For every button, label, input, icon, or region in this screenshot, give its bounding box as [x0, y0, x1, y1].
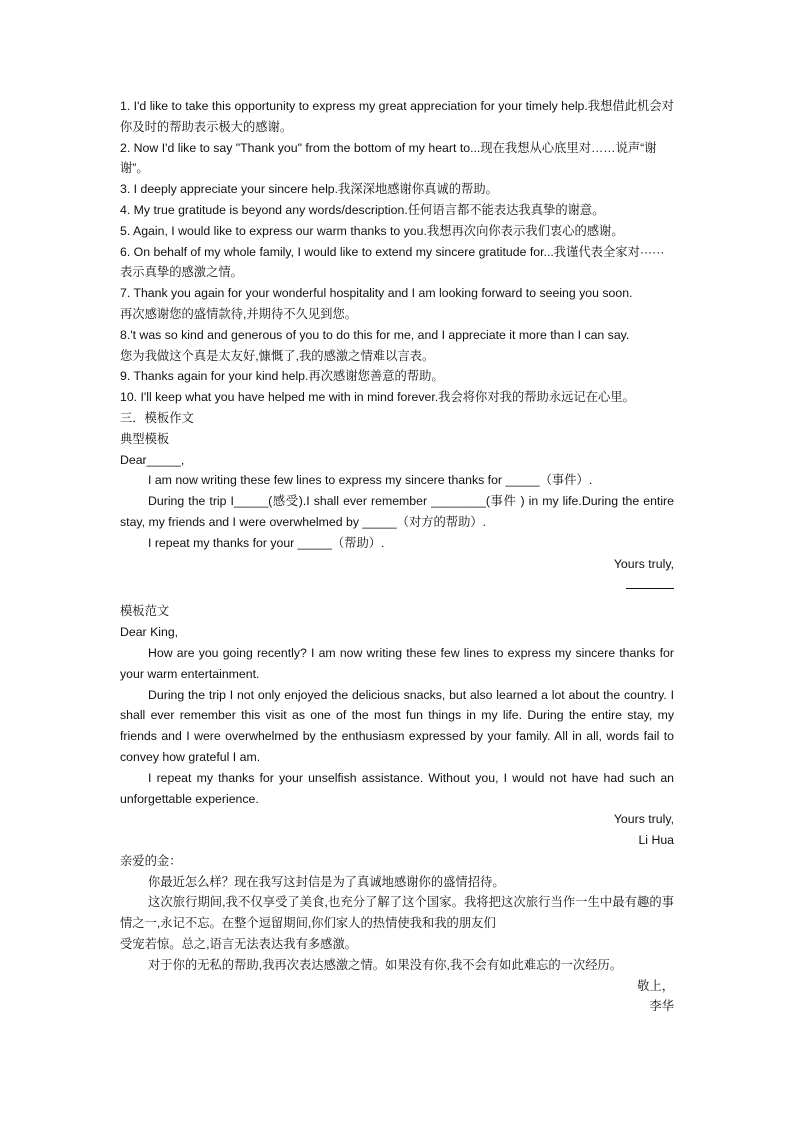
sample-paragraph: How are you going recently? I am now writing these few lines to express my sincere thanks for your warm entertainment.: [120, 645, 674, 681]
translation-closing: 敬上，: [637, 978, 674, 993]
template-paragraph: During the trip I_____(感受).I shall ever remember ________(事件 ) in my life.During the entire stay, my friends and I were overwhelmed by _____（对方的帮助）.: [120, 494, 674, 529]
translation-paragraph: 这次旅行期间,我不仅享受了美食,也充分了解了这个国家。我将把这次旅行当作一生中最有趣的事情之一,永记不忘。在整个逗留期间,你们家人的热情使我和我的朋友们: [120, 895, 674, 931]
template-closing: Yours truly,: [613, 556, 674, 571]
phrase-item: 再次感谢您的盛情款待,并期待不久见到您。: [120, 306, 358, 321]
translation-paragraph-continued: 受宠若惊。总之,语言无法表达我有多感激。: [120, 937, 358, 952]
sample-paragraph: I repeat my thanks for your unselfish assistance. Without you, I would not have had such an unforgettable experience.: [120, 770, 674, 806]
document-body: [120, 96, 674, 1017]
phrase-item: 2. Now I'd like to say "Thank you" from the bottom of my heart to...现在我想从心底里对……说声“谢谢”。: [120, 140, 657, 176]
template-paragraph: I repeat my thanks for your _____（帮助）.: [148, 535, 385, 550]
template-salutation: Dear_____,: [120, 452, 185, 467]
translation-signature: 李华: [649, 999, 674, 1014]
translation-salutation: 亲爱的金：: [120, 853, 182, 868]
phrase-item: 3. I deeply appreciate your sincere help.我深深地感谢你真诚的帮助。: [120, 182, 498, 197]
template-heading: 典型模板: [120, 431, 170, 446]
phrase-item: 您为我做这个真是太友好,慷慨了,我的感激之情难以言表。: [120, 348, 435, 363]
template-paragraph: I am now writing these few lines to express my sincere thanks for _____（事件）.: [148, 473, 593, 488]
sample-salutation: Dear King,: [120, 625, 179, 640]
phrase-item: 5. Again, I would like to express our warm thanks to you.我想再次向你表示我们衷心的感谢。: [120, 223, 624, 238]
sample-letter: [120, 601, 674, 851]
sample-paragraph: During the trip I not only enjoyed the delicious snacks, but also learned a lot about the country. I shall ever remember this visit as one of the most fun things in my life. During the entire stay, my friends and I were overwhelmed by the enthusiasm expressed by your family. All in all, words fail to convey how grateful I am.: [120, 687, 674, 764]
spacer: [120, 589, 674, 601]
phrase-item: 8.'t was so kind and generous of you to do this for me, and I appreciate it more than I can say.: [120, 327, 630, 342]
phrase-item: 4. My true gratitude is beyond any words/description.任何语言都不能表达我真挚的谢意。: [120, 202, 605, 217]
sample-closing: Yours truly,: [613, 812, 674, 827]
sample-signature: Li Hua: [638, 833, 674, 848]
translation-paragraph: 对于你的无私的帮助,我再次表达感激之情。如果没有你,我不会有如此难忘的一次经历。: [148, 957, 623, 972]
signature-blank-line: [626, 574, 674, 589]
translation-paragraph: 你最近怎么样？现在我写这封信是为了真诚地感谢你的盛情招待。: [148, 874, 505, 889]
phrase-item: 6. On behalf of my whole family, I would like to extend my sincere gratitude for...我谨代表全家对······表示真挚的感激之情。: [120, 244, 665, 280]
phrase-item: 10. I'll keep what you have helped me with in mind forever.我会将你对我的帮助永远记在心里。: [120, 390, 635, 405]
phrase-item: 9. Thanks again for your kind help.再次感谢您善意的帮助。: [120, 369, 444, 384]
phrase-item: 7. Thank you again for your wonderful hospitality and I am looking forward to seeing you soon.: [120, 286, 633, 301]
phrase-list: [120, 96, 674, 408]
translation-letter: [120, 851, 674, 1017]
phrase-item: 1. I'd like to take this opportunity to express my great appreciation for your timely help.我想借此机会对你及时的帮助表示极大的感谢。: [120, 99, 674, 134]
template-letter: [120, 429, 674, 590]
sample-heading: 模板范文: [120, 604, 170, 619]
section-title: 三．模板作文: [120, 410, 194, 425]
